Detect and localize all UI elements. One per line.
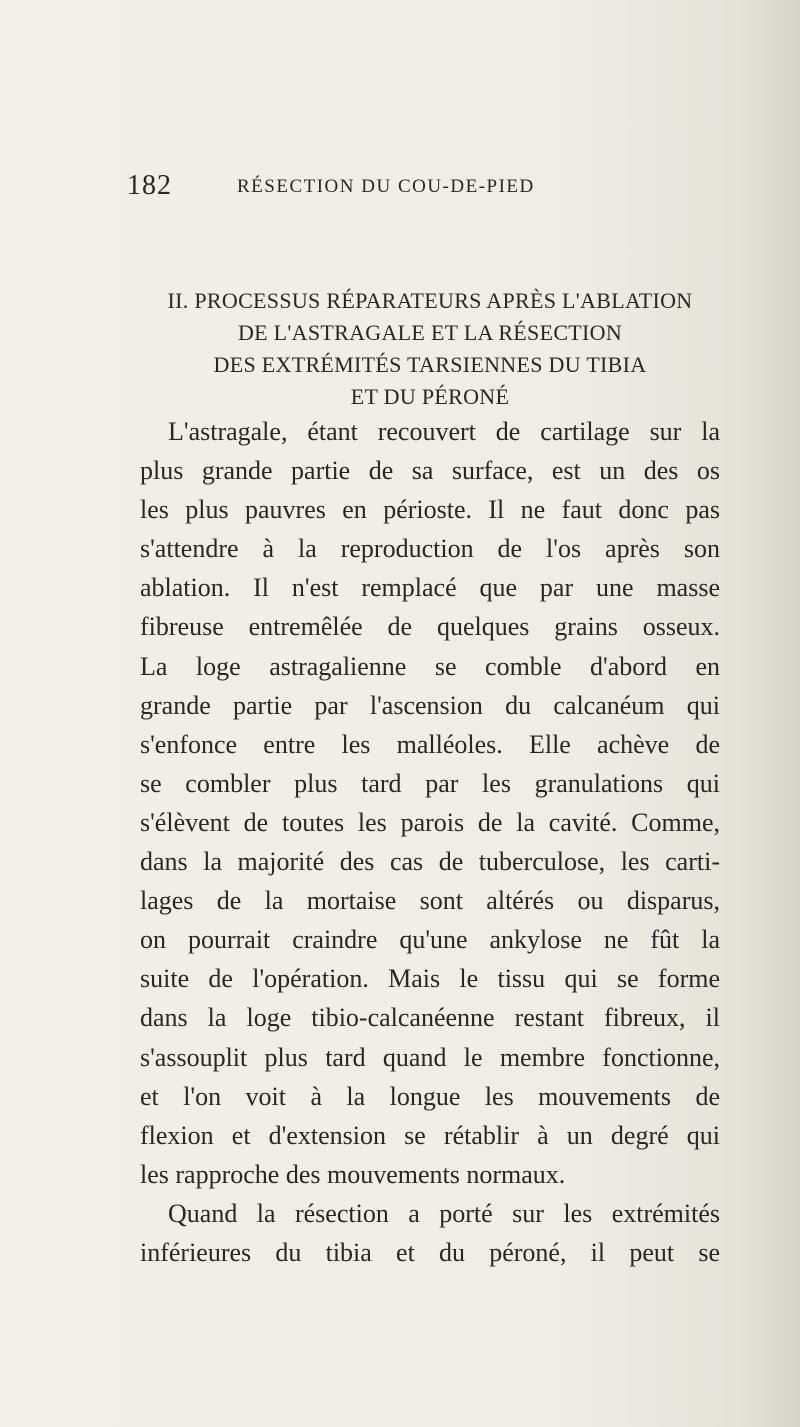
text-line: ablation. Il n'est remplacé que par une masse [140, 573, 720, 603]
running-title: RÉSECTION DU COU-DE-PIED [237, 176, 535, 197]
text-line: s'enfonce entre les malléoles. Elle achève de [140, 729, 720, 759]
section-heading-line: DE L'ASTRAGALE ET LA RÉSECTION [237, 320, 623, 345]
text-line: dans la majorité des cas de tuberculose, les carti- [140, 847, 720, 877]
text-line: fibreuse entremêlée de quelques grains osseux. [140, 612, 720, 642]
text-line: La loge astragalienne se comble d'abord en [140, 651, 720, 681]
section-heading-line: ET DU PÉRONÉ [350, 384, 510, 409]
text-line: on pourrait craindre qu'une ankylose ne fût la [140, 925, 720, 955]
text-line: les rapproche des mouvements normaux. [140, 1159, 566, 1189]
page-number: 182 [127, 170, 172, 201]
text-line: suite de l'opération. Mais le tissu qui se forme [140, 964, 720, 994]
text-line: plus grande partie de sa surface, est un des os [140, 456, 720, 486]
text-line: s'assouplit plus tard quand le membre fonctionne, [140, 1042, 720, 1072]
section-heading-line: DES EXTRÉMITÉS TARSIENNES DU TIBIA [213, 352, 647, 377]
text-line: les plus pauvres en périoste. Il ne faut donc pas [140, 495, 720, 525]
text-line: se combler plus tard par les granulations qui [140, 768, 720, 798]
text-line: lages de la mortaise sont altérés ou disparus, [140, 886, 720, 916]
text-line: flexion et d'extension se rétablir à un degré qui [140, 1120, 720, 1150]
paragraph-2 [140, 1194, 720, 1272]
text-line: s'élèvent de toutes les parois de la cavité. Comme, [140, 807, 720, 837]
text-line: et l'on voit à la longue les mouvements de [140, 1081, 720, 1111]
text-line: Quand la résection a porté sur les extrémités [168, 1198, 720, 1228]
text-line: inférieures du tibia et du péroné, il peut se [140, 1237, 720, 1267]
text-line: s'attendre à la reproduction de l'os après son [140, 534, 720, 564]
paragraph-1 [140, 412, 720, 1194]
text-line: L'astragale, étant recouvert de cartilage sur la [168, 417, 720, 446]
section-heading [140, 285, 720, 413]
text-line: dans la loge tibio-calcanéenne restant fibreux, il [140, 1003, 720, 1033]
running-head [127, 170, 727, 210]
body-text [140, 412, 720, 1272]
section-heading-line: II. PROCESSUS RÉPARATEURS APRÈS L'ABLATION [167, 288, 693, 313]
text-line: grande partie par l'ascension du calcanéum qui [140, 690, 720, 720]
